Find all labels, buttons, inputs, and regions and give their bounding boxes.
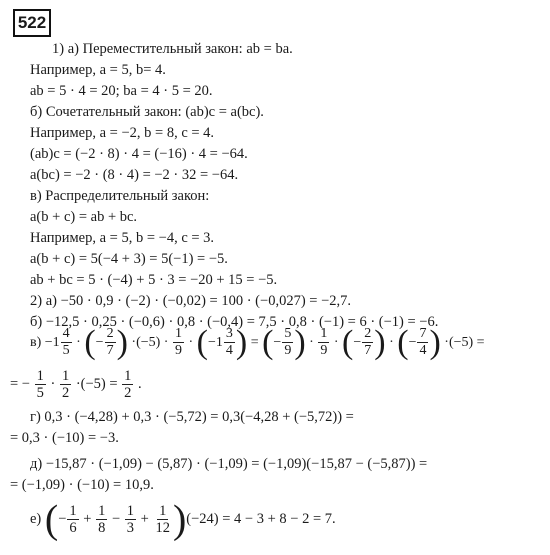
text-line: Например, a = 5, b = −4, c = 3. bbox=[30, 230, 215, 246]
fraction: $\frac{3}{4}$ bbox=[225, 326, 233, 359]
fraction: $\frac{1}{5}$ bbox=[36, 368, 44, 402]
text-line: = 0,3 · (−10) = −3. bbox=[10, 430, 119, 446]
fraction: $\frac{1}{8}$ bbox=[98, 503, 106, 537]
text-line: a(b + c) = 5(−4 + 3) = 5(−1) = −5. bbox=[30, 251, 228, 267]
label: е) bbox=[30, 511, 42, 527]
fraction: $\frac{1}{2}$ bbox=[124, 368, 132, 402]
text-line: Например, a = 5, b= 4. bbox=[30, 62, 166, 78]
math-line-v: в) −1 $\frac{4}{5}$ · (− $\frac{2}{7}$ ) ·(−5) · $\frac{1}{9}$ · (−1 $\frac{3}{4}$ ) = (− $\frac{5}{9}$ ) · $\frac{1}{9}$ · (− $\frac{2}{7}$ ) · (− $\frac{7}{4}$ ) ·(−5) = bbox=[30, 323, 485, 361]
fraction: $\frac{7}{4}$ bbox=[419, 326, 427, 359]
text-line: 2) а) −50 · 0,9 · (−2) · (−0,02) = 100 · (−0,027) = −2,7. bbox=[30, 293, 351, 309]
fraction: $\frac{5}{9}$ bbox=[284, 326, 292, 359]
text-line: ab + bc = 5 · (−4) + 5 · 3 = −20 + 15 = −5. bbox=[30, 272, 278, 288]
math-line-v-result: = − $\frac{1}{5}$ · $\frac{1}{2}$ ·(−5) = $\frac{1}{2}$ . bbox=[10, 368, 142, 402]
math-line-e: е) (− $\frac{1}{6}$ + $\frac{1}{8}$ − $\frac{1}{3}$ + $\frac{1}{12}$ )(−24) = 4 − 3 + 8 − 2 = 7. bbox=[30, 496, 336, 542]
text-line: б) −12,5 · 0,25 · (−0,6) · 0,8 · (−0,4) = 7,5 · 0,8 · (−1) = 6 · (−1) = −6. bbox=[30, 314, 439, 330]
fraction: $\frac{1}{3}$ bbox=[126, 503, 135, 537]
text-line: ab = 5 · 4 = 20; ba = 4 · 5 = 20. bbox=[30, 83, 213, 99]
fraction: $\frac{2}{7}$ bbox=[106, 326, 114, 359]
text-line: = (−1,09) · (−10) = 10,9. bbox=[10, 477, 154, 493]
text-line: a(b + c) = ab + bc. bbox=[30, 209, 138, 225]
text-line: (ab)c = (−2 · 8) · 4 = (−16) · 4 = −64. bbox=[30, 146, 248, 162]
exercise-number: 522 bbox=[13, 9, 51, 37]
text-line: 1) а) Переместительный закон: ab = ba. bbox=[52, 41, 293, 57]
text-line: б) Сочетательный закон: (ab)c = a(bc). bbox=[30, 104, 264, 120]
label: в) −1 bbox=[30, 335, 60, 350]
fraction: $\frac{1}{9}$ bbox=[320, 326, 328, 359]
fraction: $\frac{1}{2}$ bbox=[61, 368, 70, 402]
fraction: $\frac{1}{6}$ bbox=[69, 503, 77, 537]
fraction: $\frac{2}{7}$ bbox=[364, 326, 372, 359]
text-line: г) 0,3 · (−4,28) + 0,3 · (−5,72) = 0,3(−4,28 + (−5,72)) = bbox=[30, 409, 354, 425]
text-line: д) −15,87 · (−1,09) − (5,87) · (−1,09) = (−1,09)(−15,87 − (−5,87)) = bbox=[30, 456, 428, 472]
text-line: a(bc) = −2 · (8 · 4) = −2 · 32 = −64. bbox=[30, 167, 239, 183]
text-line: Например, a = −2, b = 8, c = 4. bbox=[30, 125, 215, 141]
text-line: в) Распределительный закон: bbox=[30, 188, 210, 204]
fraction: $\frac{4}{5}$ bbox=[62, 326, 70, 359]
fraction: $\frac{1}{9}$ bbox=[174, 326, 182, 359]
fraction: $\frac{1}{12}$ bbox=[155, 503, 170, 537]
